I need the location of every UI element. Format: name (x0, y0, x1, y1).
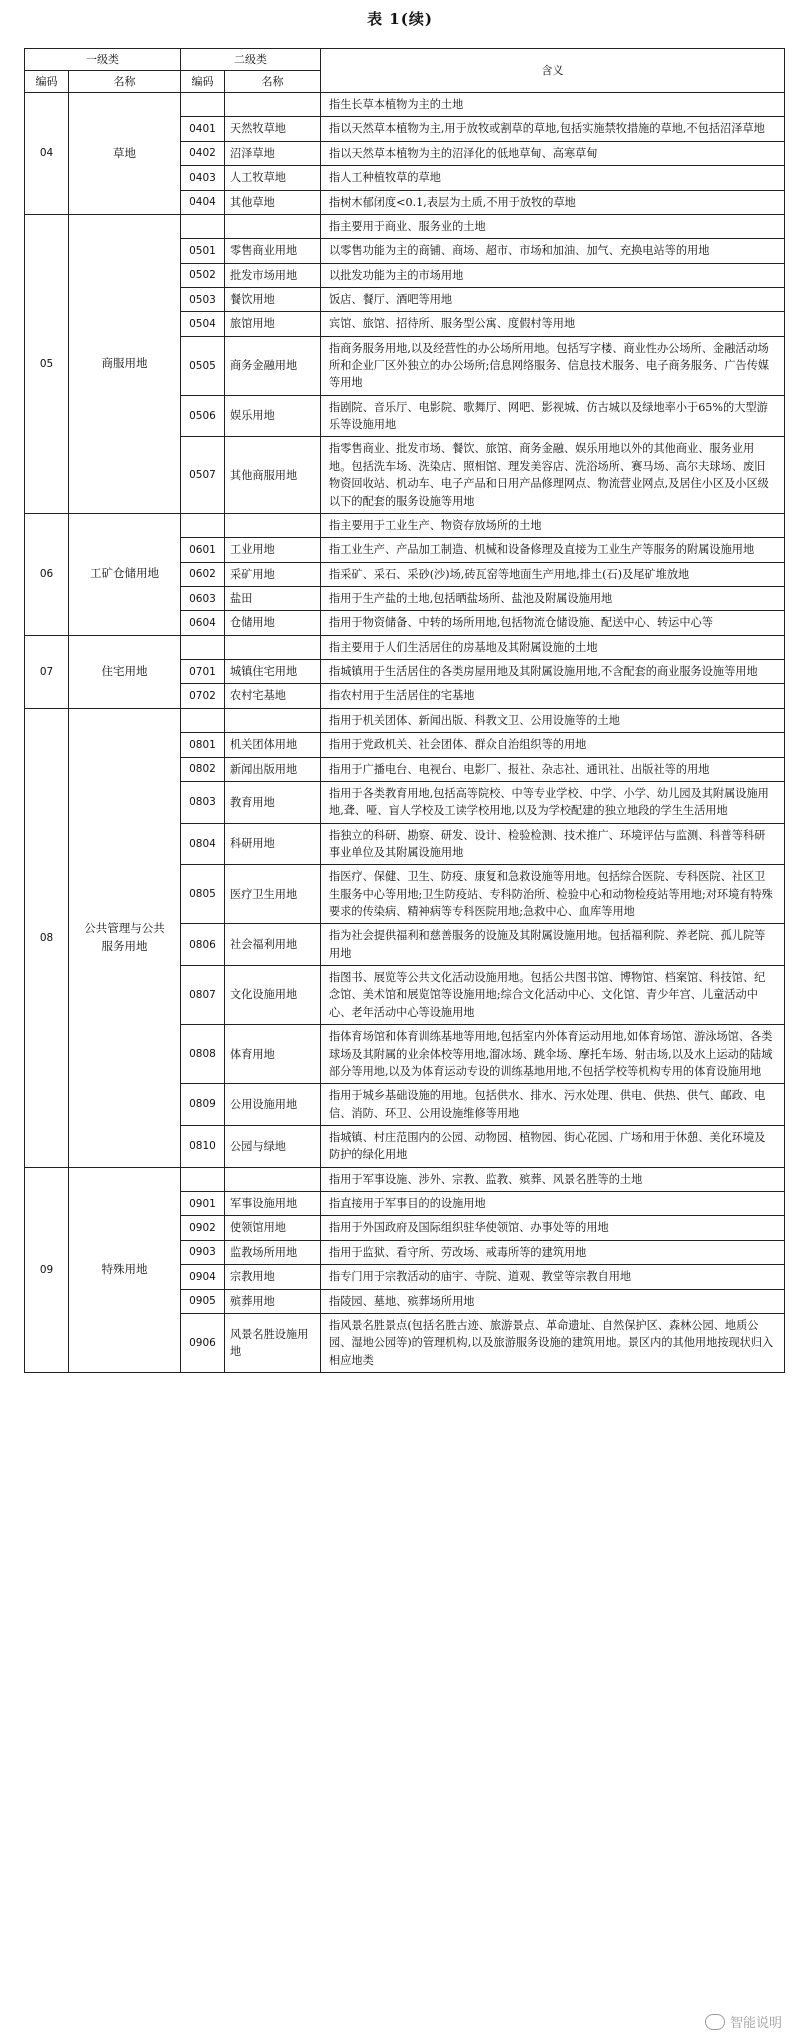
watermark (705, 2012, 782, 2031)
level2-code: 0806 (181, 924, 225, 966)
level2-meaning: 指用于监狱、看守所、劳改场、戒毒所等的建筑用地 (321, 1240, 785, 1264)
level2-code: 0906 (181, 1313, 225, 1372)
level2-code: 0808 (181, 1025, 225, 1084)
level2-meaning: 指工业生产、产品加工制造、机械和设备修理及直接为工业生产等服务的附属设施用地 (321, 538, 785, 562)
level2-name: 教育用地 (225, 781, 321, 823)
header-level2-name: 名称 (225, 71, 321, 93)
level2-meaning: 指独立的科研、勘察、研发、设计、检验检测、技术推广、环境评估与监测、科普等科研事业单位及其附属设施用地 (321, 823, 785, 865)
level2-code: 0807 (181, 966, 225, 1025)
level2-meaning: 指用于外国政府及国际组织驻华使领馆、办事处等的用地 (321, 1216, 785, 1240)
level2-code: 0503 (181, 287, 225, 311)
level2-code-empty (181, 214, 225, 238)
level2-code: 0701 (181, 660, 225, 684)
level2-meaning: 指用于生产盐的土地,包括晒盐场所、盐池及附属设施用地 (321, 587, 785, 611)
level2-name: 其他商服用地 (225, 437, 321, 513)
level2-meaning: 指采矿、采石、采砂(沙)场,砖瓦窑等地面生产用地,排土(石)及尾矿堆放地 (321, 562, 785, 586)
level2-meaning: 指陵园、墓地、殡葬场所用地 (321, 1289, 785, 1313)
level2-name-empty (225, 93, 321, 117)
table-row-group-header (25, 214, 785, 238)
level2-code: 0404 (181, 190, 225, 214)
table-row-group-header (25, 93, 785, 117)
level2-name: 风景名胜设施用地 (225, 1313, 321, 1372)
land-classification-table (24, 48, 785, 1373)
wechat-icon (705, 2014, 725, 2030)
level2-name: 沼泽草地 (225, 141, 321, 165)
watermark-text: 智能说明 (729, 2016, 782, 2031)
level2-meaning: 指直接用于军事目的的设施用地 (321, 1192, 785, 1216)
level2-meaning: 指用于各类教育用地,包括高等院校、中等专业学校、中学、小学、幼儿园及其附属设施用地,聋、哑、盲人学校及工读学校用地,以及为学校配建的独立地段的学生生活用地 (321, 781, 785, 823)
level2-name: 机关团体用地 (225, 733, 321, 757)
level2-name: 使领馆用地 (225, 1216, 321, 1240)
level2-meaning: 指城镇、村庄范围内的公园、动物园、植物园、街心花园、广场和用于休憩、美化环境及防护的绿化用地 (321, 1125, 785, 1167)
level2-meaning: 指医疗、保健、卫生、防疫、康复和急救设施等用地。包括综合医院、专科医院、社区卫生服务中心等用地;卫生防疫站、专科防治所、检验中心和动物检疫站等用地;对环境有特殊要求的传染病、精神病等专科医院用地;急救中心、血库等用地 (321, 865, 785, 924)
level2-code: 0502 (181, 263, 225, 287)
level2-meaning: 指体育场馆和体育训练基地等用地,包括室内外体育运动用地,如体育场馆、游泳场馆、各类球场及其附属的业余体校等用地,溜冰场、跳伞场、摩托车场、射击场,以及水上运动的陆域部分等用地,以及为体育运动专设的训练基地用地,不包括学校等机构专用的体育设施用地 (321, 1025, 785, 1084)
level2-code: 0501 (181, 239, 225, 263)
level1-code: 08 (25, 708, 69, 1167)
level2-name: 城镇住宅用地 (225, 660, 321, 684)
level2-name: 商务金融用地 (225, 336, 321, 395)
level2-code: 0507 (181, 437, 225, 513)
level2-meaning: 指用于党政机关、社会团体、群众自治组织等的用地 (321, 733, 785, 757)
level2-name: 工业用地 (225, 538, 321, 562)
header-level2: 二级类 (181, 49, 321, 71)
level2-code: 0903 (181, 1240, 225, 1264)
level2-name: 天然牧草地 (225, 117, 321, 141)
header-level2-code: 编码 (181, 71, 225, 93)
level2-name: 医疗卫生用地 (225, 865, 321, 924)
level2-code: 0804 (181, 823, 225, 865)
level2-name: 人工牧草地 (225, 166, 321, 190)
level2-code: 0902 (181, 1216, 225, 1240)
level1-code: 05 (25, 214, 69, 513)
level2-meaning: 指人工种植牧草的草地 (321, 166, 785, 190)
level2-code: 0506 (181, 395, 225, 437)
level2-meaning: 指剧院、音乐厅、电影院、歌舞厅、网吧、影视城、仿古城以及绿地率小于65%的大型游乐等设施用地 (321, 395, 785, 437)
level2-meaning: 指用于物资储备、中转的场所用地,包括物流仓储设施、配送中心、转运中心等 (321, 611, 785, 635)
level2-code: 0802 (181, 757, 225, 781)
level2-code: 0803 (181, 781, 225, 823)
level2-code-empty (181, 635, 225, 659)
level2-meaning: 指城镇用于生活居住的各类房屋用地及其附属设施用地,不含配套的商业服务设施等用地 (321, 660, 785, 684)
level2-meaning: 指零售商业、批发市场、餐饮、旅馆、商务金融、娱乐用地以外的其他商业、服务业用地。包括洗车场、洗染店、照相馆、理发美容店、洗浴场所、赛马场、高尔夫球场、废旧物资回收站、机动车、电子产品和日用产品修理网点、物流营业网点,及居住小区及小区级以下的配套的服务设施等用地 (321, 437, 785, 513)
level2-name-empty (225, 635, 321, 659)
level2-code: 0702 (181, 684, 225, 708)
level2-name: 农村宅基地 (225, 684, 321, 708)
level2-name: 新闻出版用地 (225, 757, 321, 781)
level2-meaning: 指以天然草本植物为主,用于放牧或割草的草地,包括实施禁牧措施的草地,不包括沼泽草地 (321, 117, 785, 141)
level2-name: 餐饮用地 (225, 287, 321, 311)
level1-code: 04 (25, 93, 69, 215)
level2-code-empty (181, 708, 225, 732)
level2-code: 0904 (181, 1265, 225, 1289)
level2-code: 0402 (181, 141, 225, 165)
header-level1: 一级类 (25, 49, 181, 71)
table-row-group-header (25, 513, 785, 537)
level2-meaning: 指树木郁闭度<0.1,表层为土质,不用于放牧的草地 (321, 190, 785, 214)
table-row-group-header (25, 708, 785, 732)
level2-name: 其他草地 (225, 190, 321, 214)
level2-name: 零售商业用地 (225, 239, 321, 263)
level1-name: 草地 (69, 93, 181, 215)
level2-code: 0905 (181, 1289, 225, 1313)
level2-code-empty (181, 93, 225, 117)
level2-name: 科研用地 (225, 823, 321, 865)
table-row-group-header (25, 635, 785, 659)
level2-name: 殡葬用地 (225, 1289, 321, 1313)
level2-code: 0901 (181, 1192, 225, 1216)
header-level1-name: 名称 (69, 71, 181, 93)
level2-name: 社会福利用地 (225, 924, 321, 966)
table-body (25, 93, 785, 1373)
table-header (25, 49, 785, 93)
level2-meaning: 指图书、展览等公共文化活动设施用地。包括公共图书馆、博物馆、档案馆、科技馆、纪念馆、美术馆和展览馆等设施用地;综合文化活动中心、文化馆、青少年宫、儿童活动中心、老年活动中心等设施用地 (321, 966, 785, 1025)
level2-name-empty (225, 513, 321, 537)
level2-name: 公用设施用地 (225, 1084, 321, 1126)
level1-code: 06 (25, 513, 69, 635)
level2-name-empty (225, 708, 321, 732)
level2-name: 旅馆用地 (225, 312, 321, 336)
table-row-group-header (25, 1167, 785, 1191)
level2-meaning: 指为社会提供福利和慈善服务的设施及其附属设施用地。包括福利院、养老院、孤儿院等用地 (321, 924, 785, 966)
level2-meaning: 以零售功能为主的商铺、商场、超市、市场和加油、加气、充换电站等的用地 (321, 239, 785, 263)
level2-meaning: 指商务服务用地,以及经营性的办公场所用地。包括写字楼、商业性办公场所、金融活动场所和企业厂区外独立的办公场所;信息网络服务、信息技术服务、电子商务服务、广告传媒等用地 (321, 336, 785, 395)
header-meaning: 含义 (321, 49, 785, 93)
level2-name: 文化设施用地 (225, 966, 321, 1025)
level2-code: 0801 (181, 733, 225, 757)
level2-meaning: 宾馆、旅馆、招待所、服务型公寓、度假村等用地 (321, 312, 785, 336)
level1-meaning: 指主要用于商业、服务业的土地 (321, 214, 785, 238)
level2-code: 0810 (181, 1125, 225, 1167)
level2-code: 0805 (181, 865, 225, 924)
level2-name-empty (225, 214, 321, 238)
level2-code-empty (181, 513, 225, 537)
table-caption: 表 1(续) (367, 10, 433, 28)
level1-code: 09 (25, 1167, 69, 1372)
level2-name: 盐田 (225, 587, 321, 611)
level2-meaning: 指用于广播电台、电视台、电影厂、报社、杂志社、通讯社、出版社等的用地 (321, 757, 785, 781)
level2-name: 军事设施用地 (225, 1192, 321, 1216)
level2-name: 宗教用地 (225, 1265, 321, 1289)
level2-meaning: 指风景名胜景点(包括名胜古迹、旅游景点、革命遗址、自然保护区、森林公园、地质公园、湿地公园等)的管理机构,以及旅游服务设施的建筑用地。景区内的其他用地按现状归入相应地类 (321, 1313, 785, 1372)
level1-meaning: 指用于军事设施、涉外、宗教、监教、殡葬、风景名胜等的土地 (321, 1167, 785, 1191)
level2-name: 娱乐用地 (225, 395, 321, 437)
level2-code: 0403 (181, 166, 225, 190)
level1-meaning: 指用于机关团体、新闻出版、科教文卫、公用设施等的土地 (321, 708, 785, 732)
level1-name: 工矿仓储用地 (69, 513, 181, 635)
level2-code: 0601 (181, 538, 225, 562)
level1-meaning: 指主要用于人们生活居住的房基地及其附属设施的土地 (321, 635, 785, 659)
level2-meaning: 指用于城乡基础设施的用地。包括供水、排水、污水处理、供电、供热、供气、邮政、电信、消防、环卫、公用设施维修等用地 (321, 1084, 785, 1126)
level2-name-empty (225, 1167, 321, 1191)
level2-meaning: 指专门用于宗教活动的庙宇、寺院、道观、教堂等宗教自用地 (321, 1265, 785, 1289)
level2-name: 批发市场用地 (225, 263, 321, 287)
level2-code: 0505 (181, 336, 225, 395)
level2-name: 体育用地 (225, 1025, 321, 1084)
level2-code: 0603 (181, 587, 225, 611)
level2-name: 采矿用地 (225, 562, 321, 586)
level2-meaning: 指以天然草本植物为主的沼泽化的低地草甸、高寒草甸 (321, 141, 785, 165)
level1-name: 商服用地 (69, 214, 181, 513)
level2-code: 0504 (181, 312, 225, 336)
header-level1-code: 编码 (25, 71, 69, 93)
level2-name: 监教场所用地 (225, 1240, 321, 1264)
level2-meaning: 以批发功能为主的市场用地 (321, 263, 785, 287)
level1-meaning: 指生长草本植物为主的土地 (321, 93, 785, 117)
level1-meaning: 指主要用于工业生产、物资存放场所的土地 (321, 513, 785, 537)
level2-meaning: 饭店、餐厅、酒吧等用地 (321, 287, 785, 311)
level2-code: 0809 (181, 1084, 225, 1126)
level2-name: 公园与绿地 (225, 1125, 321, 1167)
level2-name: 仓储用地 (225, 611, 321, 635)
level2-code: 0604 (181, 611, 225, 635)
level1-name: 住宅用地 (69, 635, 181, 708)
level1-code: 07 (25, 635, 69, 708)
level2-code: 0602 (181, 562, 225, 586)
level2-meaning: 指农村用于生活居住的宅基地 (321, 684, 785, 708)
level2-code-empty (181, 1167, 225, 1191)
level1-name: 特殊用地 (69, 1167, 181, 1372)
level1-name: 公共管理与公共服务用地 (69, 708, 181, 1167)
level2-code: 0401 (181, 117, 225, 141)
